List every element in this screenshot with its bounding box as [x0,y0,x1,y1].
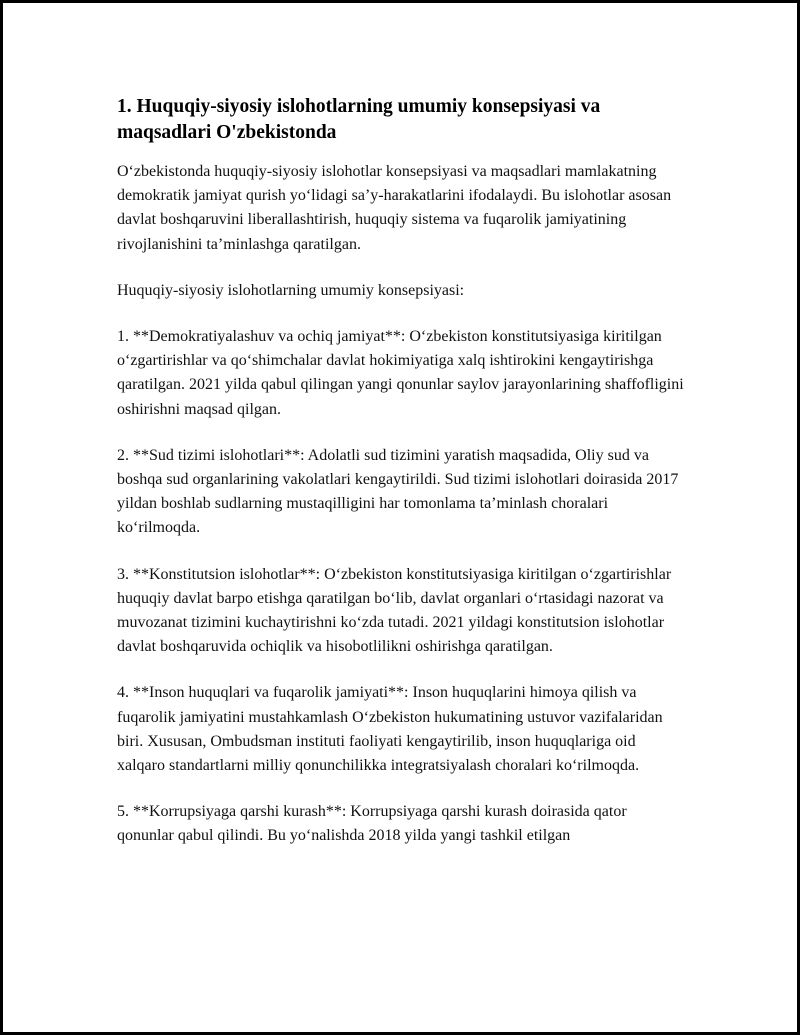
document-body [117,94,687,871]
list-item-court-reform: 2. **Sud tizimi islohotlari**: Adolatli sud tizimini yaratish maqsadida, Oliy sud va boshqa sud organlarining vakolatlari kengaytirildi. Sud tizimi islohotlari doirasida 2017 yildan boshlab sudlarning mustaqilligini har tomonlama ta’minlash choralari ko‘rilmoqda. [117,446,679,537]
list-item-human-rights: 4. **Inson huquqlari va fuqarolik jamiyati**: Inson huquqlarini himoya qilish va fuqarolik jamiyatini mustahkamlash O‘zbekiston hukumatining ustuvor vazifalaridan biri. Xususan, Ombudsman instituti faoliyati kengaytirilib, inson huquqlariga oid xalqaro standartlarni milliy qonunchilikka integratsiyalash choralari ko‘rilmoqda. [117,684,663,775]
intro-paragraph: O‘zbekistonda huquqiy-siyosiy islohotlar konsepsiyasi va maqsadlari mamlakatning demokratik jamiyat qurish yo‘lidagi sa’y-harakatlarini ifodalaydi. Bu islohotlar asosan davlat boshqaruvini liberallashtirish, huquqiy sistema va fuqarolik jamiyatining rivojlanishini ta’minlashga qaratilgan. [117,163,672,253]
list-item-constitutional-reform: 3. **Konstitutsion islohotlar**: O‘zbekiston konstitutsiyasiga kiritilgan o‘zgartirishlar huquqiy davlat barpo etishga qaratilgan bo‘lib, davlat organlari o‘rtasidagi nazorat va muvozanat tizimini kuchaytirishni ko‘zda tutadi. 2021 yildagi konstitutsion islohotlar davlat boshqaruvida ochiqlik va hisobotlilikni oshirishga qaratilgan. [117,565,672,656]
section-heading: Huquqiy-siyosiy islohotlarning umumiy konsepsiyasi: [117,281,465,299]
document-title: 1. Huquqiy-siyosiy islohotlarning umumiy konsepsiyasi va maqsadlari O'zbekistonda [117,96,601,143]
list-item-anti-corruption: 5. **Korrupsiyaga qarshi kurash**: Korrupsiyaga qarshi kurash doirasida qator qonunlar qabul qilindi. Bu yo‘nalishda 2018 yilda yangi tashkil etilgan [117,803,627,845]
list-item-democratization: 1. **Demokratiyalashuv va ochiq jamiyat**: O‘zbekiston konstitutsiyasiga kiritilgan o‘zgartirishlar va qo‘shimchalar davlat hokimiyatiga xalq ishtirokini kengaytirishga qaratilgan. 2021 yilda qabul qilingan yangi qonunlar saylov jarayonlarining shaffofligini oshirishni maqsad qilgan. [117,328,684,418]
